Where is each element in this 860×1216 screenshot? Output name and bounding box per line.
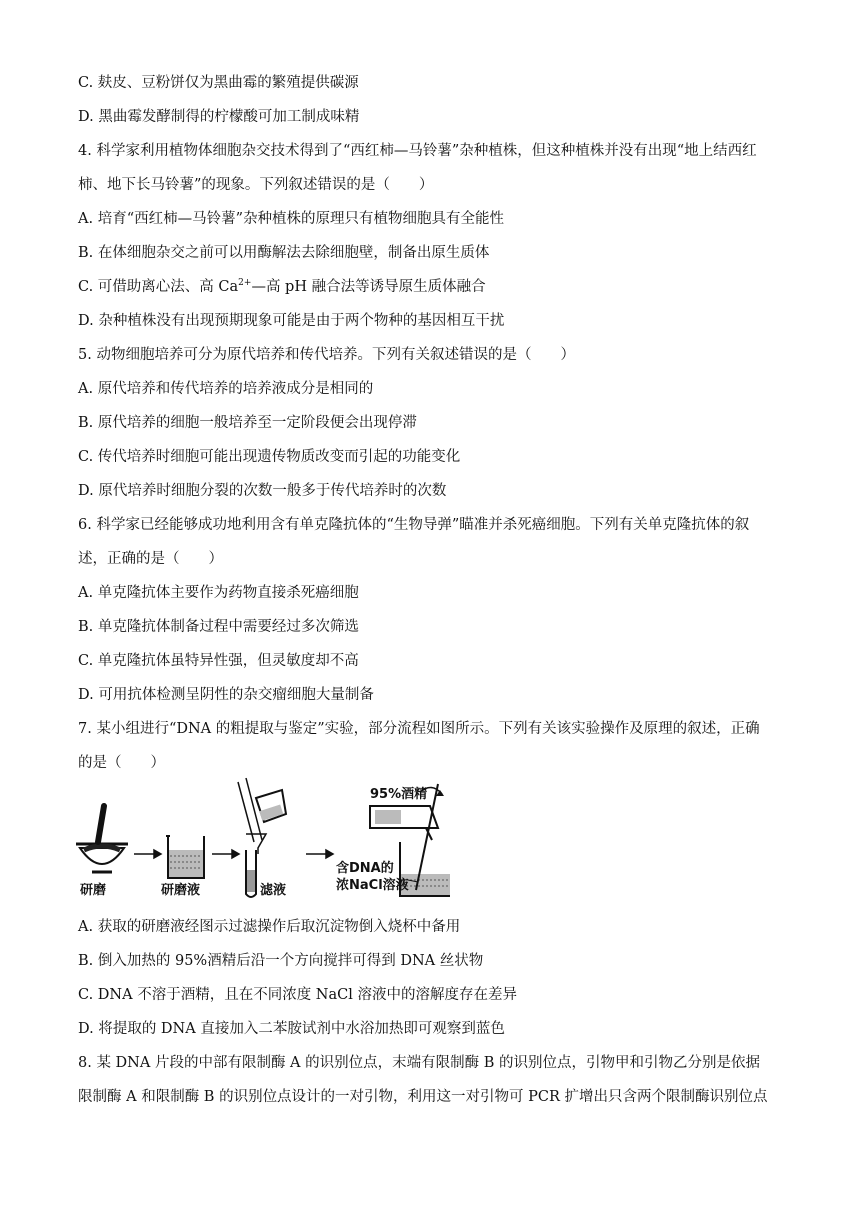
label-dna-2: 浓NaCl溶液	[336, 878, 409, 893]
label-filtrate: 滤液	[260, 883, 287, 898]
text-line: A. 单克隆抗体主要作为药物直接杀死癌细胞	[78, 585, 359, 601]
text-line: B. 单克隆抗体制备过程中需要经过多次筛选	[78, 619, 359, 635]
text-line: A. 获取的研磨液经图示过滤操作后取沉淀物倒入烧杯中备用	[78, 919, 461, 935]
text-line: B. 在体细胞杂交之前可以用酶解法去除细胞壁，制备出原生质体	[78, 245, 490, 261]
text-line: A. 原代培养和传代培养的培养液成分是相同的	[78, 381, 374, 397]
beaker-icon	[166, 836, 204, 878]
question-8-stem: 8. 某 DNA 片段的中部有限制酶 A 的识别位点，末端有限制酶 B 的识别位点，引物甲和引物乙分别是依据	[78, 1055, 761, 1071]
text-line: C. 单克隆抗体虽特异性强，但灵敏度却不高	[78, 653, 359, 669]
text-line: D. 将提取的 DNA 直接加入二苯胺试剂中水浴加热即可观察到蓝色	[78, 1021, 505, 1037]
question-5-stem: 5. 动物细胞培养可分为原代培养和传代培养。下列有关叙述错误的是（ ）	[78, 347, 575, 363]
text-line: 述，正确的是（ ）	[78, 551, 223, 567]
text-line: C. 麸皮、豆粉饼仅为黑曲霉的繁殖提供碳源	[78, 75, 359, 91]
question-7-stem: 7. 某小组进行“DNA 的粗提取与鉴定”实验，部分流程如图所示。下列有关该实验操作及原理的叙述，正确	[78, 721, 760, 737]
filter-funnel-icon	[238, 778, 286, 897]
text-line: B. 倒入加热的 95%酒精后沿一个方向搅拌可得到 DNA 丝状物	[78, 953, 484, 969]
text-line: D. 黑曲霉发酵制得的柠檬酸可加工制成味精	[78, 109, 360, 125]
text-line: C. DNA 不溶于酒精，且在不同浓度 NaCl 溶液中的溶解度存在差异	[78, 987, 517, 1003]
text-line: D. 杂种植株没有出现预期现象可能是由于两个物种的基因相互干扰	[78, 313, 505, 329]
label-grind: 研磨	[80, 883, 107, 898]
text-line: 柿、地下长马铃薯”的现象。下列叙述错误的是（ ）	[78, 177, 434, 193]
label-dna-1: 含DNA的	[336, 861, 394, 876]
superscript: 2+	[238, 278, 252, 289]
text-line: A. 培育“西红柿—马铃薯”杂种植株的原理只有植物细胞具有全能性	[78, 211, 505, 227]
text-line: 限制酶 A 和限制酶 B 的识别位点设计的一对引物，利用这一对引物可 PCR 扩增出只含两个限制酶识别位点	[78, 1089, 768, 1105]
text-line: 的是（ ）	[78, 755, 165, 771]
text-line: B. 原代培养的细胞一般培养至一定阶段便会出现停滞	[78, 415, 417, 431]
arrow-icon	[134, 850, 161, 858]
text-line: D. 可用抗体检测呈阴性的杂交瘤细胞大量制备	[78, 687, 374, 703]
option-text: —高 pH 融合法等诱导原生质体融合	[251, 279, 486, 295]
question-6-stem: 6. 科学家已经能够成功地利用含有单克隆抗体的“生物导弹”瞄准并杀死癌细胞。下列有关单克隆抗体的叙	[78, 517, 750, 533]
label-grind-liquid: 研磨液	[161, 883, 201, 898]
text-line: C. 传代培养时细胞可能出现遗传物质改变而引起的功能变化	[78, 449, 461, 465]
diagram-svg	[70, 776, 450, 904]
mortar-icon	[76, 806, 128, 872]
question-4-stem: 4. 科学家利用植物体细胞杂交技术得到了“西红柿—马铃薯”杂种植株，但这种植株并没有出现“地上结西红	[78, 143, 757, 159]
text-line: D. 原代培养时细胞分裂的次数一般多于传代培养时的次数	[78, 483, 447, 499]
option-text: C. 可借助离心法、高 Ca	[78, 279, 239, 295]
dna-extraction-diagram	[70, 776, 450, 904]
label-alcohol: 95%酒精	[370, 787, 428, 802]
arrow-icon	[212, 850, 239, 858]
arrow-icon	[306, 850, 333, 858]
text-line	[78, 277, 486, 297]
